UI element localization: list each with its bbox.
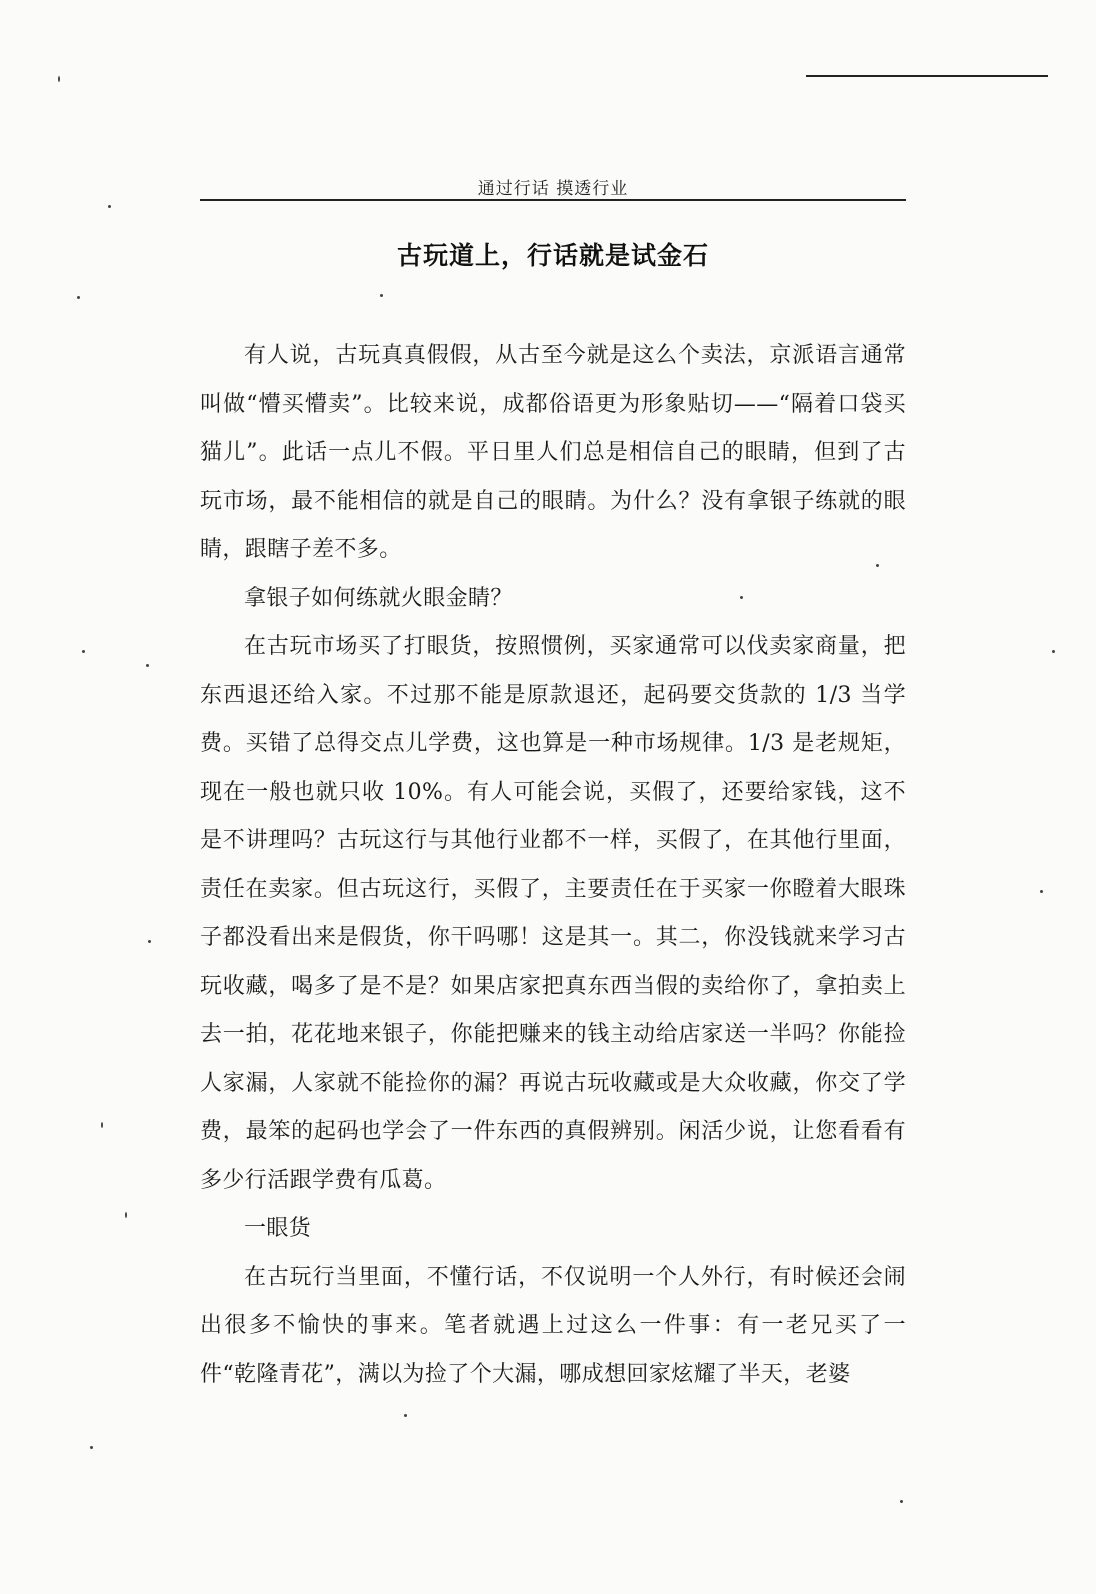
scan-speck [82, 650, 85, 653]
scan-speck [125, 1212, 127, 1218]
scan-speck [380, 294, 383, 297]
subheading-yiyanhuo: 一眼货 [244, 1216, 312, 1241]
article-title: 古玩道上，行话就是试金石 [396, 241, 709, 270]
scan-speck [740, 596, 743, 599]
paragraph-market: 在古玩市场买了打眼货，按照惯例，买家通常可以伐卖家商量，把东西退还给入家。不过那不能是原款退还，起码要交货款的 1/3 当学费。买错了总得交点儿学费，这也算是一种市场规律。1/3 是老规矩，现在一般也就只收 10%。有人可能会说，买假了，还要给家钱，这不是不讲理吗？古玩这行与其他行业都不一样，买假了，在其他行里面，责任在卖家。但古玩这行，买假了，主要责任在于买家一你瞪着大眼珠子都没看出来是假货，你干吗哪！这是其一。其二，你没钱就来学习古玩收藏，喝多了是不是？如果店家把真东西当假的卖给你了，拿拍卖上去一拍，花花地来银子，你能把赚来的钱主动给店家送一半吗？你能捡人家漏，人家就不能捡你的漏？再说古玩收藏或是大众收藏，你交了学费，最笨的起码也学会了一件东西的真假辨别。闲活少说，让您看看有多少行活跟学费有瓜葛。 [200, 634, 906, 1193]
subheading-question: 拿银子如何练就火眼金睛？ [244, 585, 513, 611]
header-rule [200, 199, 906, 201]
running-header: 通过行话 摸透行业 [477, 179, 629, 199]
scan-speck [876, 564, 879, 567]
scan-speck [900, 1500, 903, 1503]
top-right-rule [806, 75, 1048, 77]
scan-speck [404, 1414, 407, 1417]
scan-speck [90, 1446, 93, 1449]
scan-speck [77, 296, 80, 299]
scan-speck [1052, 650, 1055, 653]
scan-speck [101, 1122, 103, 1128]
article-body [200, 332, 906, 1399]
paragraph-intro: 有人说，古玩真真假假，从古至今就是这么个卖法，京派语言通常叫做“懵买懵卖”。比较来说，成都俗语更为形象贴切——“隔着口袋买猫儿”。此话一点儿不假。平日里人们总是相信自己的眼睛，但到了古玩市场，最不能相信的就是自己的眼睛。为什么？没有拿银子练就的眼睛，跟瞎子差不多。 [200, 343, 906, 562]
scan-speck [1040, 890, 1043, 893]
scan-speck [148, 940, 151, 943]
scan-speck [146, 664, 149, 667]
scan-speck [108, 205, 111, 208]
scan-speck [58, 76, 60, 82]
paragraph-jargon: 在古玩行当里面，不懂行话，不仅说明一个人外行，有时候还会闹出很多不愉快的事来。笔者就遇上过这么一件事：有一老兄买了一件“乾隆青花”，满以为捡了个大漏，哪成想回家炫耀了半天，老婆 [200, 1264, 906, 1387]
